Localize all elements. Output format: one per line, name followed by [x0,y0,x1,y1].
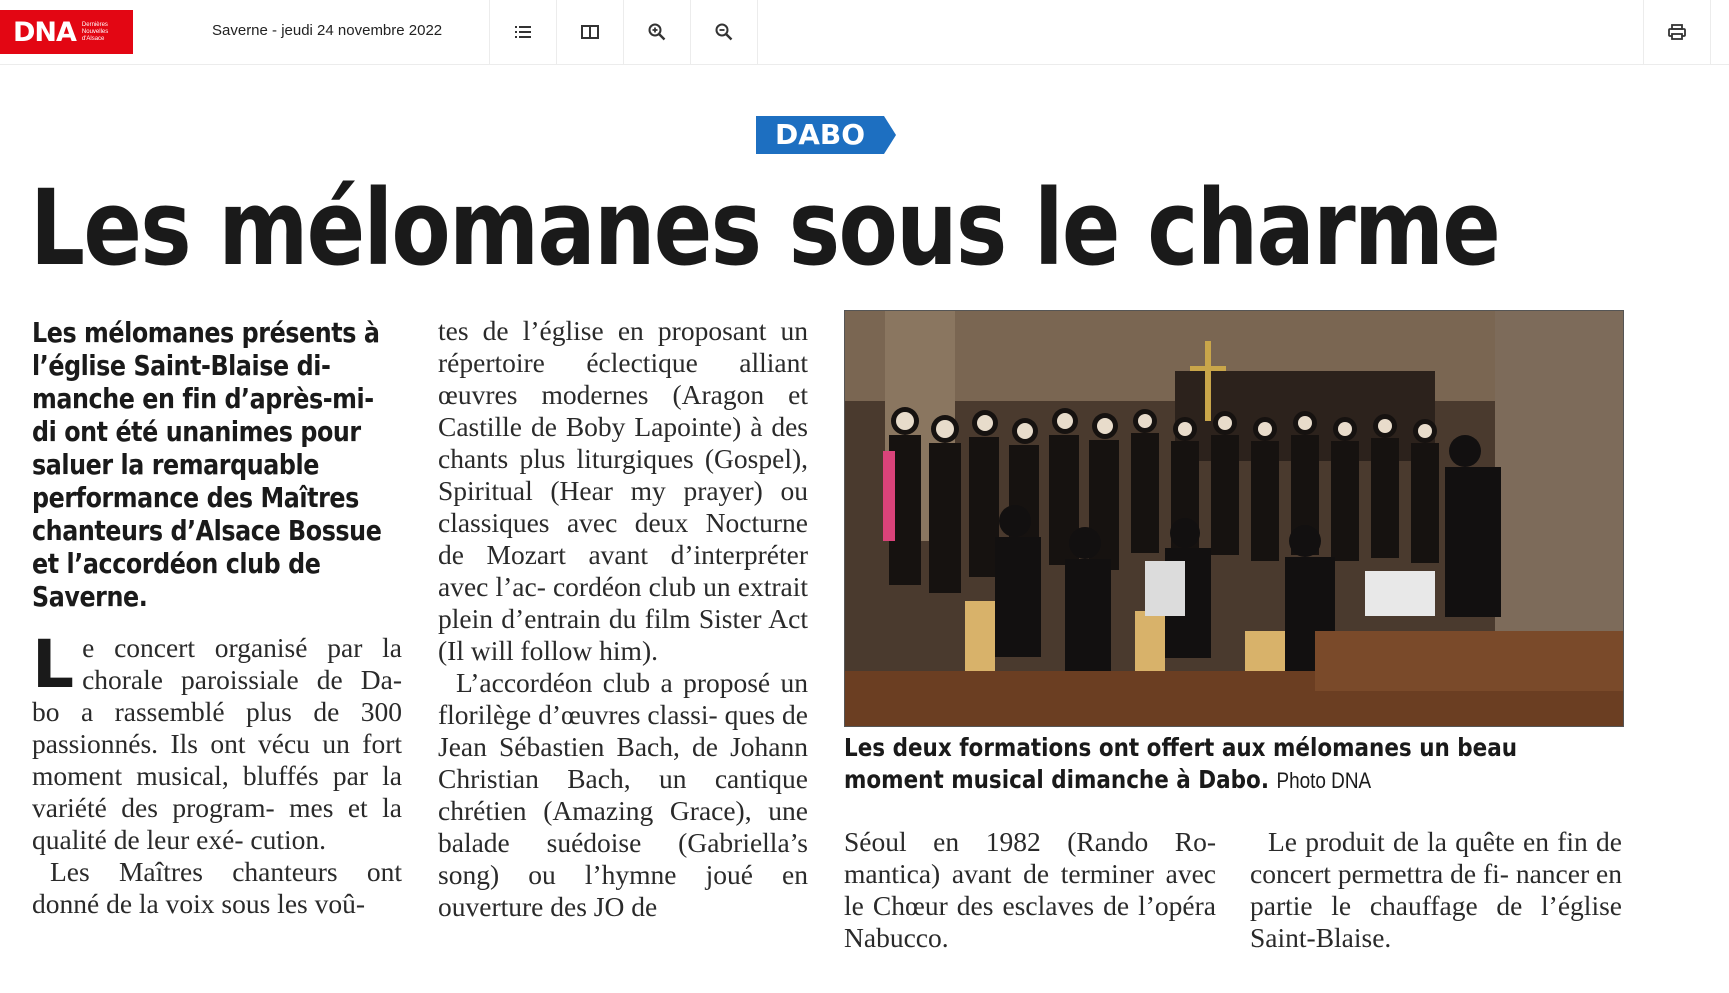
zoom-in-button[interactable] [623,0,690,64]
logo-subtitle: Dernières Nouvelles d'Alsace [81,21,109,42]
caption-text: Les deux formations ont offert aux mélomanes un beau moment musical dimanche à Dabo. [844,733,1518,794]
kicker-arrow [884,116,896,154]
column-4 [1250,826,1622,954]
zoom-in-icon [648,23,666,41]
print-button[interactable] [1643,0,1711,64]
article-title: Les mélomanes sous le charme [30,167,1500,289]
drop-cap: L [32,626,75,703]
choir-concert-photo [845,311,1623,726]
article-lead: Les mélomanes présents à l’église Saint-Blaise di- manche en fin d’après-mi- di ont été unanimes pour saluer la remarquable performance des Maîtres chanteurs d’Alsace Bossue et l’accordéon club de Saverne. [32,316,382,613]
logo-text: DNA [13,16,76,48]
column-2 [438,315,808,923]
paragraph: Le produit de la quête en fin de concert permettra de fi- nancer en partie le chauffage de l’église Saint-Blaise. [1250,826,1622,953]
photo-credit: Photo DNA [1276,768,1372,793]
zoom-out-icon [715,23,733,41]
article-photo [844,310,1624,727]
column-3 [844,826,1216,954]
paragraph: tes de l’église en proposant un répertoire éclectique alliant œuvres modernes (Aragon et Castille de Boby Lapointe) à des chants plus liturgiques (Gospel), Spiritual (Hear my prayer) ou classiques avec deux Nocturne de Mozart avant d’interpréter avec l’ac- cordéon club un extrait plein d’entrain du film Sister Act (Il will follow him). [438,315,808,666]
paragraph-text: e concert organisé par la chorale paroissiale de Da- bo a rassemblé plus de 300 passionnés. Ils ont vécu un fort moment musical, bluffés par la variété des program- mes et la qualité de leur exé- cution. [32,632,402,855]
paragraph: L’accordéon club a proposé un florilège d’œuvres classi- ques de Jean Sébastien Bach, de Johann Christian Bach, un cantique chrétien (Amazing Grace), une balade suédoise (Gabriella’s song) ou l’hymne joué en ouverture des JO de [438,667,808,922]
paragraph: Séoul en 1982 (Rando Ro- mantica) avant de terminer avec le Chœur des esclaves de l’opéra Nabucco. [844,826,1216,953]
column-1 [32,626,402,920]
paragraph [32,626,402,856]
list-icon [515,25,531,39]
kicker-label: DABO [756,116,884,154]
columns-icon [581,25,599,39]
paragraph: Les Maîtres chanteurs ont donné de la voix sous les voû- [32,856,402,919]
section-kicker [756,116,896,154]
zoom-out-button[interactable] [690,0,758,64]
photo-caption [844,732,1618,797]
dna-logo[interactable] [0,10,133,54]
toolbar [0,0,1729,65]
printer-icon [1668,24,1686,40]
page-view-button[interactable] [556,0,623,64]
list-button[interactable] [489,0,556,64]
edition-date: Saverne - jeudi 24 novembre 2022 [212,22,443,39]
